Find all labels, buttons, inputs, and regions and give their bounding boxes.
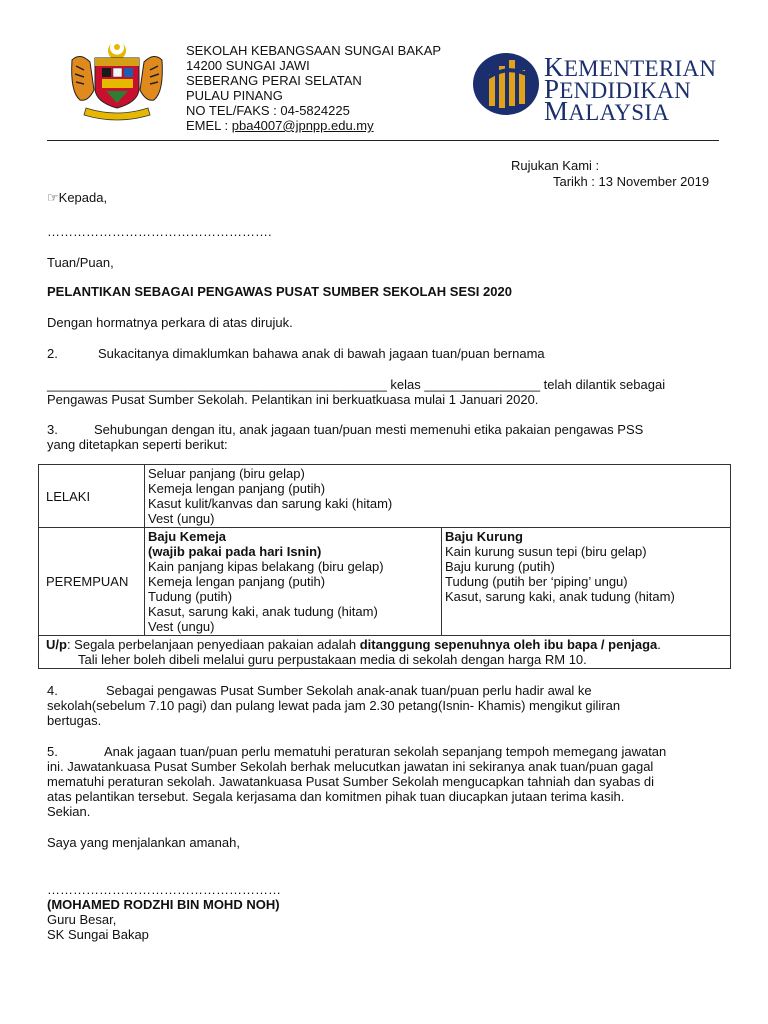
male-item: Vest (ungu) [148,511,215,526]
school-state: PULAU PINANG [186,88,283,103]
school-phone: NO TEL/FAKS : 04-5824225 [186,103,350,118]
school-address [186,43,441,133]
para-2-number: 2. [47,346,58,361]
kemeja-title: Baju Kemeja [148,529,227,544]
kurung-item: Kain kurung susun tepi (biru gelap) [445,544,647,559]
letter-subject: PELANTIKAN SEBAGAI PENGAWAS PUSAT SUMBER SEKOLAH SESI 2020 [47,284,512,299]
malaysia-coat-of-arms-icon [62,38,172,124]
kemeja-item: Kain panjang kipas belakang (biru gelap) [148,559,384,574]
recipient-kepada: ☞Kepada, [47,190,108,205]
salutation: Tuan/Puan, [47,255,114,270]
signatory-name: (MOHAMED RODZHI BIN MOHD NOH) [47,897,280,912]
para-5-line-5: Sekian. [47,804,91,819]
male-item: Kasut kulit/kanvas dan sarung kaki (hitam) [148,496,393,511]
para-2-line-3: Pengawas Pusat Sumber Sekolah. Pelantikan ini berkuatkuasa mulai 1 Januari 2020. [47,392,539,407]
attire-note [39,636,731,669]
note-text: : Segala perbelanjaan penyediaan pakaian adalah [66,637,360,652]
male-item: Seluar panjang (biru gelap) [148,466,305,481]
kurung-title: Baju Kurung [445,529,523,544]
signatory-title: Guru Besar, [47,912,117,927]
attire-note-line-2: Tali leher boleh dibeli melalui guru perpustakaan media di sekolah dengan harga RM 10. [78,652,587,667]
email-link[interactable]: pba4007@jpnpp.edu.my [231,118,374,133]
para-4-number: 4. [47,683,58,698]
ministry-logo-line-3: MALAYSIA [544,96,670,126]
para-5-line-1: Anak jagaan tuan/puan perlu mematuhi peraturan sekolah sepanjang tempoh memegang jawatan [104,744,667,759]
female-label: PEREMPUAN [39,528,145,636]
kemeja-item: Kasut, sarung kaki, anak tudung (hitam) [148,604,378,619]
school-name: SEKOLAH KEBANGSAAN SUNGAI BAKAP [186,43,442,58]
para-3-line-2: yang ditetapkan seperti berikut: [47,437,228,452]
letter-date: Tarikh : 13 November 2019 [553,174,710,189]
ministry-logo-text [544,52,717,126]
opening-line: Dengan hormatnya perkara di atas dirujuk. [47,315,293,330]
email-label: EMEL : [186,118,232,133]
para-5-line-2: ini. Jawatankuasa Pusat Sumber Sekolah berhak melucutkan jawatan ini sekiranya anak tuan/puan gagal [47,759,654,774]
ministry-logo-line-2: PENDIDIKAN [544,74,692,104]
para-4-line-2: sekolah(sebelum 7.10 pagi) dan pulang lewat pada jam 2.30 petang(Isnin- Khamis) mengikut giliran [47,698,621,713]
kemeja-item: Kemeja lengan panjang (putih) [148,574,326,589]
attire-row-female [39,528,731,636]
attire-note-line-1 [46,637,727,652]
kemeja-item: Vest (ungu) [148,619,215,634]
attire-note-row [39,636,731,669]
para-5-line-3: mematuhi peraturan sekolah. Jawatankuasa Pusat Sumber Sekolah mengucapkan tahniah dan syabas di [47,774,655,789]
signatory-school: SK Sungai Bakap [47,927,149,942]
para-4-line-3: bertugas. [47,713,102,728]
male-label: LELAKI [39,465,145,528]
para-5-line-4: atas pelantikan tersebut. Segala kerjasama dan komitmen pihak tuan diucapkan jutaan terima kasih. [47,789,625,804]
attire-table [38,464,731,669]
para-3-line-1: Sehubungan dengan itu, anak jagaan tuan/puan mesti memenuhi etika pakaian pengawas PSS [94,422,644,437]
note-label: U/p [46,637,67,652]
reference-label: Rujukan Kami : [511,158,600,173]
male-items [145,465,731,528]
header-divider [47,140,719,141]
school-postcode: 14200 SUNGAI JAWI [186,58,310,73]
recipient-address-dots: ……………………………………………. [47,224,272,239]
para-2-line-1: Sukacitanya dimaklumkan bahawa anak di bawah jagaan tuan/puan bernama [98,346,545,361]
para-2-line-2: _______________________________________________ kelas ________________ telah dilantik sebagai [47,377,666,392]
para-4-line-1: Sebagai pengawas Pusat Sumber Sekolah anak-anak tuan/puan perlu hadir awal ke [106,683,592,698]
school-email-row [186,118,441,133]
kemeja-subtitle: (wajib pakai pada hari Isnin) [148,544,322,559]
kurung-item: Baju kurung (putih) [445,559,555,574]
signature-dots: ……………………………………………… [47,882,281,897]
note-bold: ditanggung sepenuhnya oleh ibu bapa / penjaga [359,637,658,652]
male-item: Kemeja lengan panjang (putih) [148,481,326,496]
para-5-number: 5. [47,744,58,759]
pointing-hand-icon: ☞ [47,190,59,205]
note-end: . [657,637,661,652]
para-3-number: 3. [47,422,58,437]
kurung-column [442,528,731,636]
attire-row-male [39,465,731,528]
closing-amanah: Saya yang menjalankan amanah, [47,835,240,850]
kemeja-column [145,528,442,636]
kurung-item: Tudung (putih ber ‘piping’ ungu) [445,574,628,589]
school-district: SEBERANG PERAI SELATAN [186,73,362,88]
kurung-item: Kasut, sarung kaki, anak tudung (hitam) [445,589,675,604]
kemeja-item: Tudung (putih) [148,589,233,604]
moe-emblem-icon [472,52,540,116]
ministry-logo-line-1: KEMENTERIAN [544,52,717,82]
